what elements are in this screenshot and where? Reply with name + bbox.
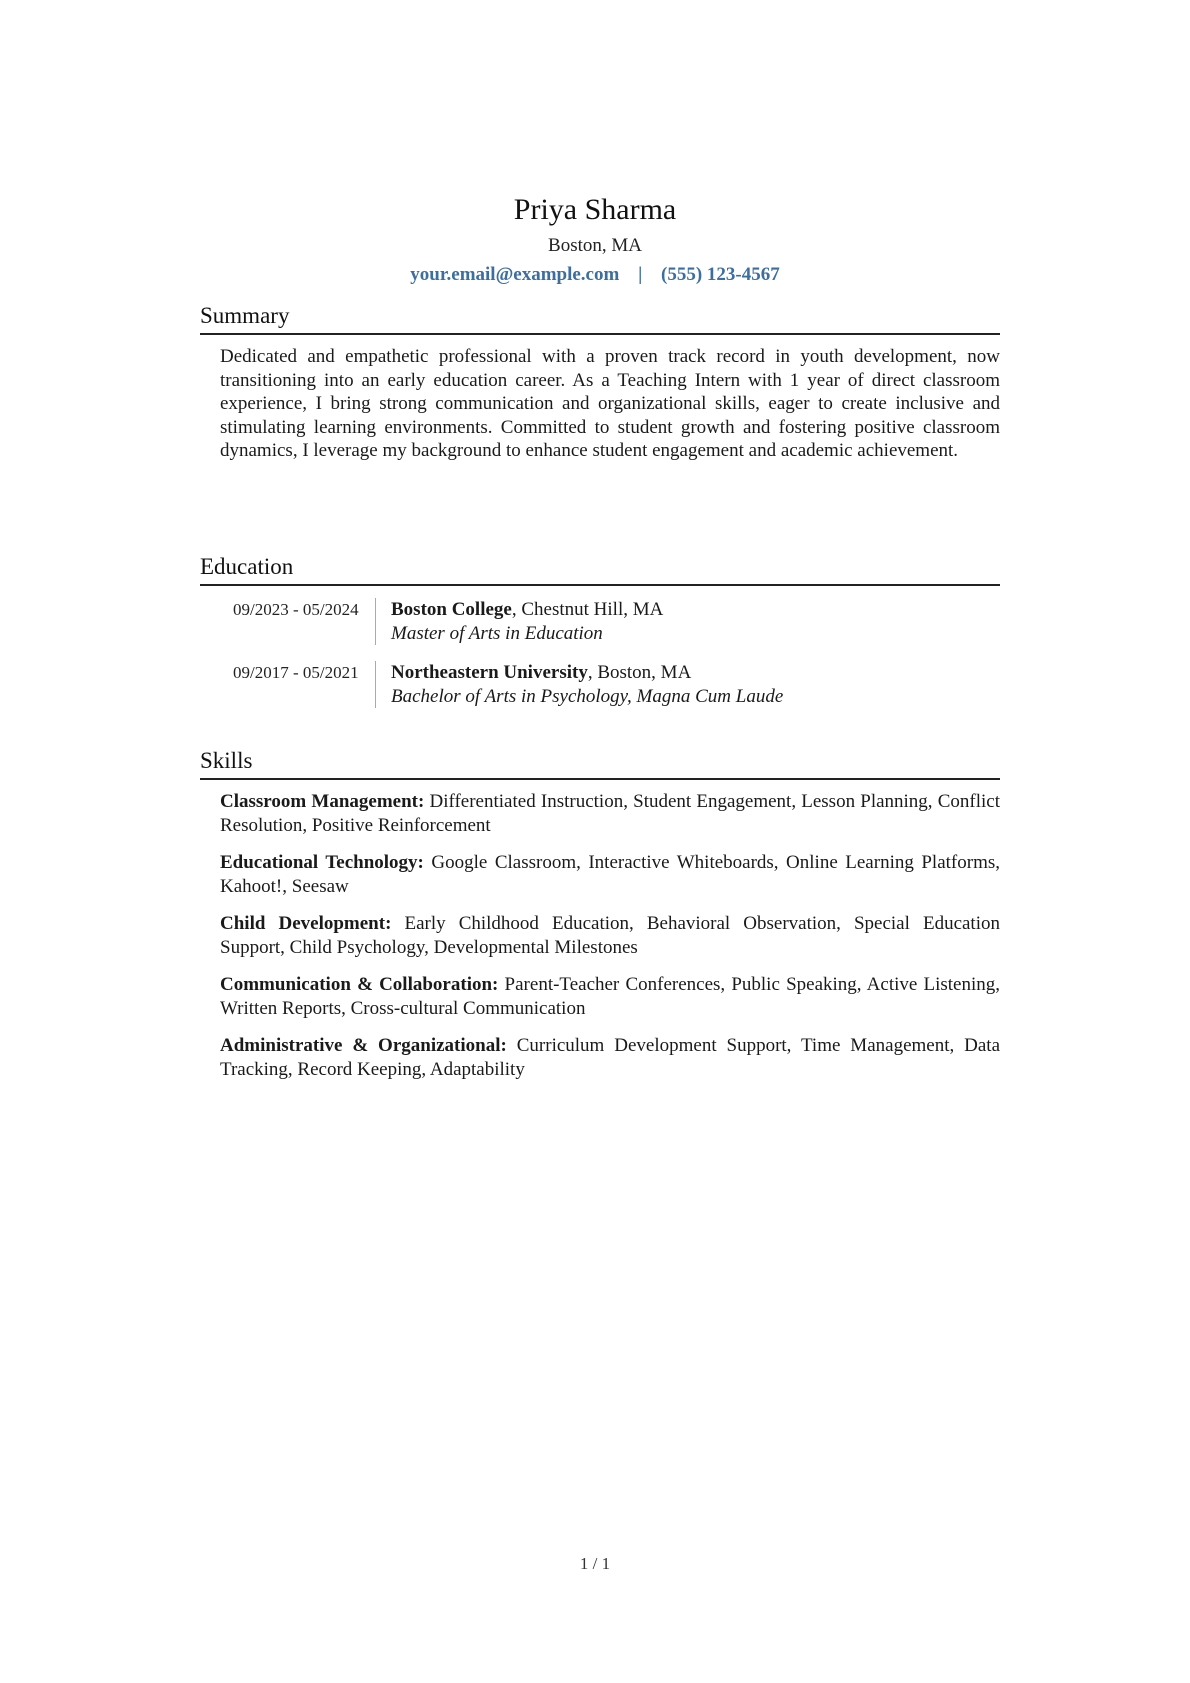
skill-list: Differentiated Instruction, Student Engagement, Lesson Planning, Conflict Resolution, Positive Reinforcement — [220, 791, 1001, 836]
contact-line — [0, 261, 1190, 289]
skill-category: Classroom Management: — [220, 791, 425, 812]
education-location: , Boston, MA — [587, 662, 692, 683]
education-divider — [375, 598, 376, 645]
summary-text: Dedicated and empathetic professional with a proven track record in youth development, now transitioning into an early education career. As a Teaching Intern with 1 year of direct classroom experience, I bring strong communication and organizational skills, eager to create inclusive and stimulating learning environments. Committed to student growth and fostering positive classroom dynamics, I leverage my background to enhance student engagement and academic achievement. — [220, 346, 1000, 461]
education-dates: 09/2023 - 05/2024 — [233, 600, 359, 619]
skill-list: Google Classroom, Interactive Whiteboards, Online Learning Platforms, Kahoot!, Seesaw — [220, 852, 1000, 897]
education-school: Northeastern University — [391, 662, 588, 683]
summary-heading: Summary — [200, 301, 1000, 335]
page-indicator: 1 / 1 — [579, 1554, 611, 1573]
education-divider — [375, 661, 376, 708]
education-location: , Chestnut Hill, MA — [511, 599, 664, 620]
phone-link[interactable]: (555) 123-4567 — [661, 264, 780, 285]
education-entry — [220, 598, 1000, 645]
skills-section — [200, 746, 1000, 1081]
skill-list: Early Childhood Education, Behavioral Observation, Special Education Support, Child Psychology, Developmental Milestones — [220, 913, 1000, 958]
summary-section — [200, 301, 1000, 463]
candidate-name: Priya Sharma — [513, 193, 677, 226]
skill-category: Educational Technology: — [220, 852, 424, 873]
education-entry — [220, 661, 1000, 708]
education-degree: Master of Arts in Education — [391, 622, 603, 644]
education-section — [200, 552, 1000, 708]
skill-category: Child Development: — [220, 913, 392, 934]
education-degree: Bachelor of Arts in Psychology, Magna Cum Laude — [391, 685, 784, 707]
skills-heading: Skills — [200, 746, 1000, 780]
education-heading: Education — [200, 552, 1000, 586]
resume-header — [0, 190, 1190, 289]
skill-item — [220, 912, 1000, 959]
education-school: Boston College — [391, 599, 512, 620]
skill-category: Administrative & Organizational: — [220, 1035, 507, 1056]
skill-item — [220, 973, 1000, 1020]
skill-item — [220, 1034, 1000, 1081]
skill-item — [220, 851, 1000, 898]
education-dates: 09/2017 - 05/2021 — [233, 663, 359, 682]
email-link[interactable]: your.email@example.com — [410, 264, 620, 285]
skill-item — [220, 790, 1000, 837]
skill-list: Curriculum Development Support, Time Management, Data Tracking, Record Keeping, Adaptability — [220, 1035, 1001, 1080]
candidate-location: Boston, MA — [548, 235, 642, 256]
skill-category: Communication & Collaboration: — [220, 974, 499, 995]
contact-separator: | — [638, 264, 643, 285]
skill-list: Parent-Teacher Conferences, Public Speaking, Active Listening, Written Reports, Cross-cultural Communication — [220, 974, 1001, 1019]
